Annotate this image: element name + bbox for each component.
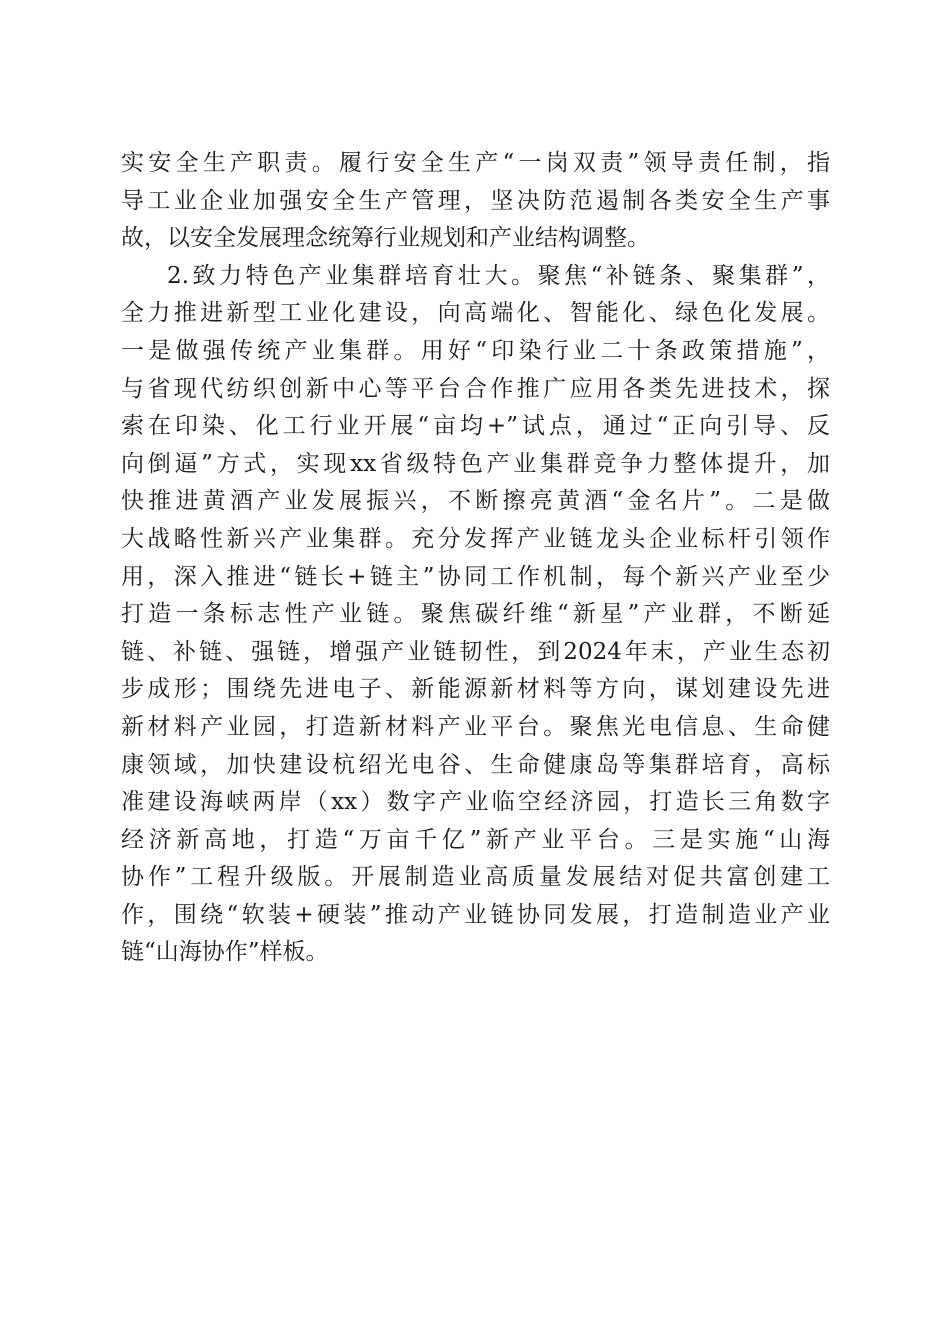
- text-line: 协作”工程升级版。开展制造业高质量发展结对促共富创建工: [121, 864, 830, 891]
- text-line: 快推进黄酒产业发展振兴，不断擦亮黄酒“金名片”。二是做: [121, 488, 830, 515]
- text-line: 大战略性新兴产业集群。充分发挥产业链龙头企业标杆引领作: [121, 525, 830, 552]
- text-line: 用，深入推进“链长+链主”协同工作机制，每个新兴产业至少: [121, 563, 830, 590]
- paragraph: [121, 145, 830, 258]
- text-line: 向倒逼”方式，实现xx省级特色产业集群竞争力整体提升，加: [121, 450, 830, 477]
- text-line: 实安全生产职责。履行安全生产“一岗双责”领导责任制，指: [121, 150, 830, 176]
- text-line: 与省现代纺织创新中心等平台合作推广应用各类先进技术，探: [121, 375, 830, 402]
- text-line: 打造一条标志性产业链。聚焦碳纤维“新星”产业群，不断延: [121, 601, 830, 628]
- text-line: 经济新高地，打造“万亩千亿”新产业平台。三是实施“山海: [121, 826, 830, 853]
- text-line: 链、补链、强链，增强产业链韧性，到2024年末，产业生态初: [121, 638, 830, 665]
- text-line: 索在印染、化工行业开展“亩均+”试点，通过“正向引导、反: [121, 413, 830, 440]
- text-line: 2.致力特色产业集群培育壮大。聚焦“补链条、聚集群”，: [167, 262, 830, 289]
- text-line: 一是做强传统产业集群。用好“印染行业二十条政策措施”，: [121, 337, 830, 364]
- text-line: 步成形；围绕先进电子、新能源新材料等方向，谋划建设先进: [121, 676, 830, 703]
- body-text: [121, 145, 830, 972]
- text-line: 作，围绕“软装+硬装”推动产业链协同发展，打造制造业产业: [121, 901, 830, 928]
- text-line: 新材料产业园，打造新材料产业平台。聚焦光电信息、生命健: [121, 713, 830, 740]
- text-line: 康领域，加快建设杭绍光电谷、生命健康岛等集群培育，高标: [121, 751, 830, 778]
- text-line: 故，以安全发展理念统筹行业规划和产业结构调整。: [121, 225, 650, 252]
- paragraph: [121, 258, 830, 972]
- text-line: 导工业企业加强安全生产管理，坚决防范遏制各类安全生产事: [121, 187, 830, 214]
- text-line: 全力推进新型工业化建设，向高端化、智能化、绿色化发展。: [121, 300, 830, 327]
- text-line: 准建设海峡两岸（xx）数字产业临空经济园，打造长三角数字: [121, 789, 830, 816]
- text-line: 链“山海协作”样板。: [121, 939, 329, 966]
